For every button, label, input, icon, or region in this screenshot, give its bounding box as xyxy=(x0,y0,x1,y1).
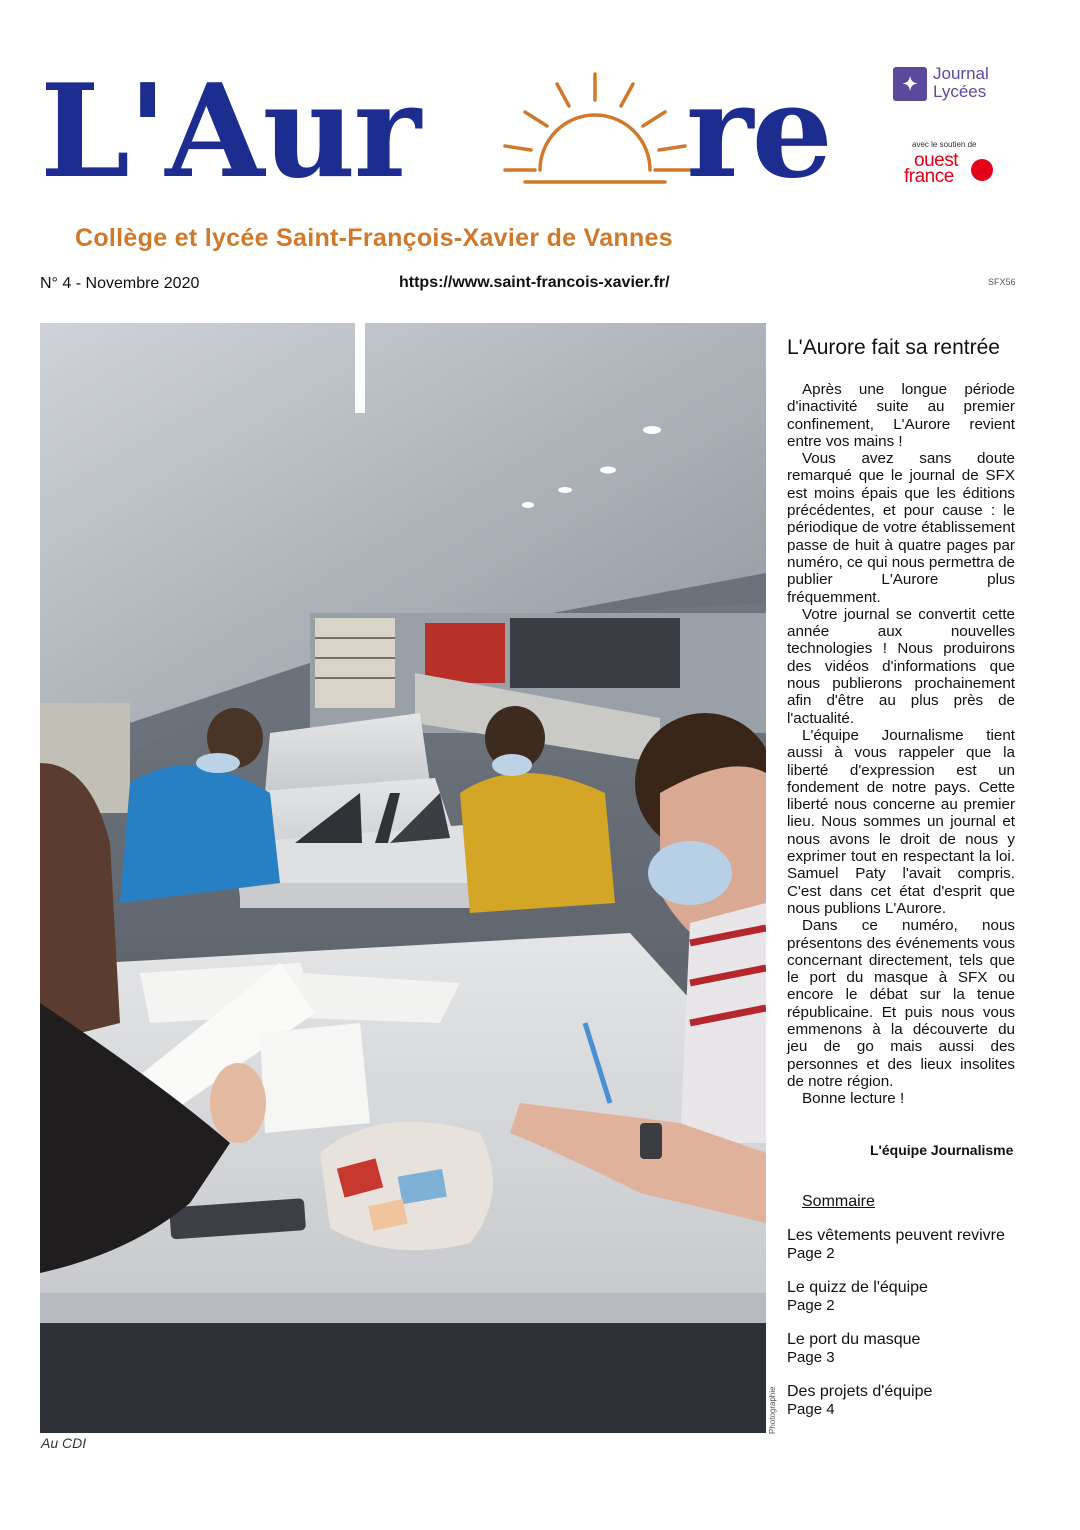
ouest-france-logo xyxy=(904,152,1004,188)
photo-credit: Photographie xyxy=(768,1386,777,1434)
article-paragraph: L'équipe Journalisme tient aussi à vous rappeler que la liberté d'expression est un fondement de notre pays. Cette liberté nous concerne au premier lieu. Nous sommes un journal et nous avons le droit de nous y exprimer tout en respectant la loi. Samuel Paty l'avait compris. C'est dans cet état d'esprit que nous publions L'Aurore. xyxy=(787,726,1015,917)
cover-photo xyxy=(40,323,766,1433)
article-signature: L'équipe Journalisme xyxy=(870,1142,1014,1158)
ouest-france-line1: ouest xyxy=(914,150,958,171)
jdl-logo-line2: Lycées xyxy=(933,82,987,101)
masthead xyxy=(40,57,860,207)
issue-number: N° 4 - Novembre 2020 xyxy=(40,275,200,292)
masthead-title-left: L'Aur xyxy=(40,57,419,207)
jdl-logo-line1: Journal xyxy=(933,64,989,83)
journal-des-lycees-logo xyxy=(893,65,1013,107)
support-text: avec le soutien de xyxy=(912,140,977,149)
ouest-france-circle-icon xyxy=(971,159,993,181)
toc-item-title: Des projets d'équipe xyxy=(787,1383,933,1400)
article-paragraph: Après une longue période d'inactivité suite au premier confinement, L'Aurore revient entre vos mains ! xyxy=(787,381,1015,450)
toc-item-title: Le quizz de l'équipe xyxy=(787,1279,928,1296)
article-paragraph: Dans ce numéro, nous présentons des événements vous concernant directement, tels que le port du masque à SFX ou encore le débat sur la tenue républicaine. Et puis nous vous emmenons à la découverte du jeu de go mais aussi des personnes et des lieux insolites de notre région. xyxy=(787,917,1015,1090)
article-headline: L'Aurore fait sa rentrée xyxy=(787,336,1000,359)
toc-item-page: Page 2 xyxy=(787,1245,835,1262)
toc-item-title: Le port du masque xyxy=(787,1331,921,1348)
ouest-france-line2: france xyxy=(904,166,954,187)
sunrise-icon xyxy=(495,70,695,190)
website-link[interactable]: https://www.saint-francois-xavier.fr/ xyxy=(399,274,670,291)
article-paragraph: Bonne lecture ! xyxy=(802,1090,905,1108)
sommaire-title: Sommaire xyxy=(802,1193,875,1210)
article-paragraph: Vous avez sans doute remarqué que le journal de SFX est moins épais que les éditions précédentes, et pour cause : le périodique de votre établissement passe de huit à quatre pages par numéro, ce qui nous permettra de publier L'Aurore plus fréquemment. xyxy=(787,450,1015,606)
school-subtitle: Collège et lycée Saint-François-Xavier de Vannes xyxy=(75,224,673,252)
library-scene-image xyxy=(40,323,766,1433)
toc-item[interactable] xyxy=(787,1383,1027,1419)
jdl-logo-icon: ✦ xyxy=(893,67,927,101)
photo-caption: Au CDI xyxy=(41,1435,87,1451)
article-paragraph: Votre journal se convertit cette année aux nouvelles technologies ! Nous produirons des vidéos d'informations que nous publierons prochainement afin d'être au plus près de l'actualité. xyxy=(787,605,1015,727)
toc-item-page: Page 3 xyxy=(787,1349,835,1366)
article-body xyxy=(787,381,1015,1107)
masthead-title-right: re xyxy=(686,57,831,207)
toc-item-page: Page 4 xyxy=(787,1401,835,1418)
toc-item[interactable] xyxy=(787,1279,1027,1315)
issue-code: SFX56 xyxy=(988,277,1016,287)
toc-item[interactable] xyxy=(787,1331,1027,1367)
toc-item-title: Les vêtements peuvent revivre xyxy=(787,1227,1005,1244)
toc-item-page: Page 2 xyxy=(787,1297,835,1314)
toc-item[interactable] xyxy=(787,1227,1027,1263)
